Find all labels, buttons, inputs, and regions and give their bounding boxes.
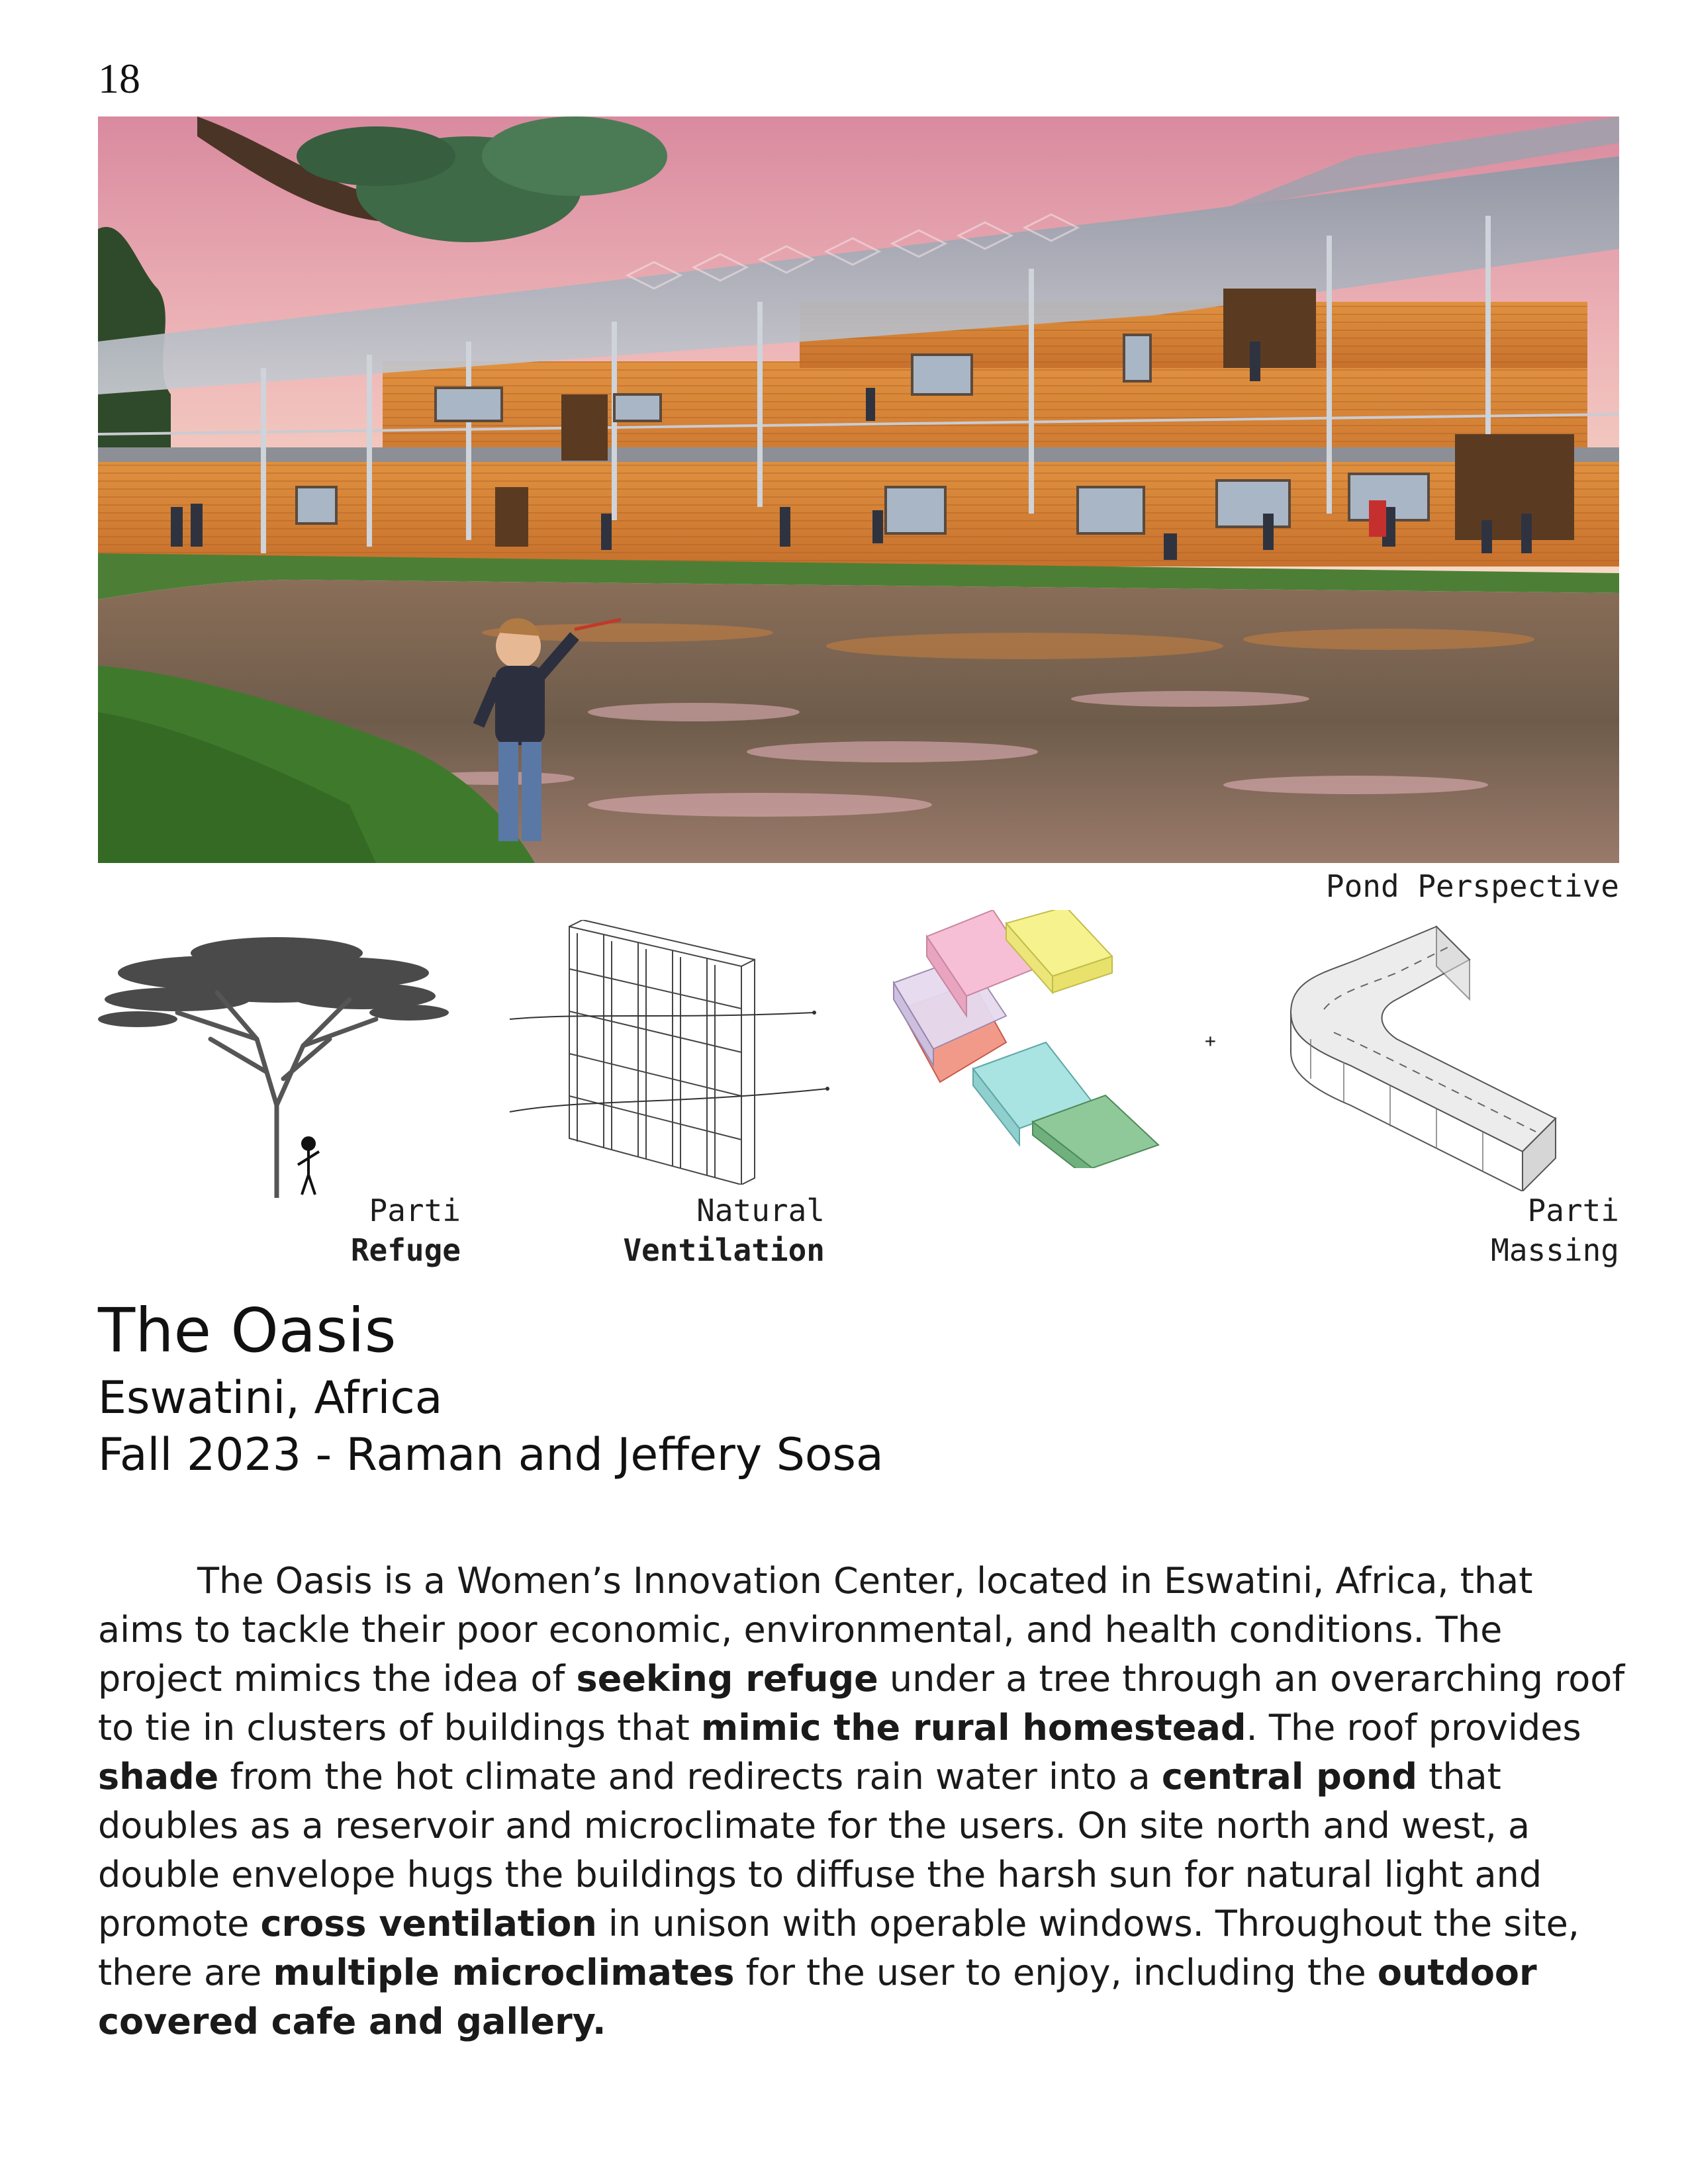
description-text: under a tree through an overarching roof to tie in clusters of buildings that: [98, 1658, 1625, 1749]
description-emphasis: outdoor covered cafe and gallery.: [98, 1952, 1537, 2042]
description-emphasis: seeking refuge: [576, 1658, 878, 1700]
parti-massing-diagram: [1284, 920, 1575, 1191]
massing-caption-line2: Massing: [1491, 1232, 1619, 1268]
ventilation-caption-line2: Ventilation: [623, 1232, 825, 1268]
refuge-caption-line1: Parti: [369, 1193, 461, 1228]
plus-sign: +: [1205, 1030, 1216, 1052]
massing-blocks-diagram: [880, 910, 1172, 1168]
description-emphasis: central pond: [1161, 1756, 1418, 1797]
massing-caption: [1390, 1191, 1619, 1271]
project-title: The Oasis: [98, 1295, 397, 1366]
project-description: [98, 1557, 1627, 2046]
description-text: for the user to enjoy, including the: [734, 1952, 1378, 1993]
pond-perspective-render: [98, 116, 1619, 863]
description-text: in unison with operable windows. Throughout the site, there are: [98, 1903, 1579, 1993]
description-segments: [98, 1560, 1624, 2042]
hero-caption: Pond Perspective: [1325, 868, 1619, 904]
massing-caption-line1: Parti: [1527, 1193, 1619, 1228]
natural-ventilation-diagram: [503, 920, 847, 1185]
description-text: from the hot climate and redirects rain water into a: [218, 1756, 1162, 1797]
description-emphasis: shade: [98, 1756, 219, 1797]
parti-refuge-diagram: [98, 913, 455, 1198]
project-location: Eswatini, Africa: [98, 1372, 443, 1424]
description-emphasis: cross ventilation: [260, 1903, 597, 1944]
refuge-caption: [318, 1191, 461, 1271]
description-emphasis: mimic the rural homestead: [700, 1707, 1246, 1749]
description-text: The Oasis is a Women’s Innovation Center, located in Eswatini, Africa, that aims to tackle their poor economic, environmental, and health conditions. The project mimics the idea of: [98, 1560, 1533, 1700]
description-text: that doubles as a reservoir and microclimate for the users. On site north and west, a double envelope hugs the buildings to diffuse the harsh sun for natural light and promote: [98, 1756, 1542, 1944]
refuge-caption-line2: Refuge: [350, 1232, 461, 1268]
ventilation-caption-line1: Natural: [696, 1193, 825, 1228]
ventilation-caption: [596, 1191, 825, 1271]
description-emphasis: multiple microclimates: [273, 1952, 735, 1993]
project-term-authors: Fall 2023 - Raman and Jeffery Sosa: [98, 1429, 884, 1481]
page-number: 18: [98, 55, 140, 102]
description-text: . The roof provides: [1246, 1707, 1581, 1749]
